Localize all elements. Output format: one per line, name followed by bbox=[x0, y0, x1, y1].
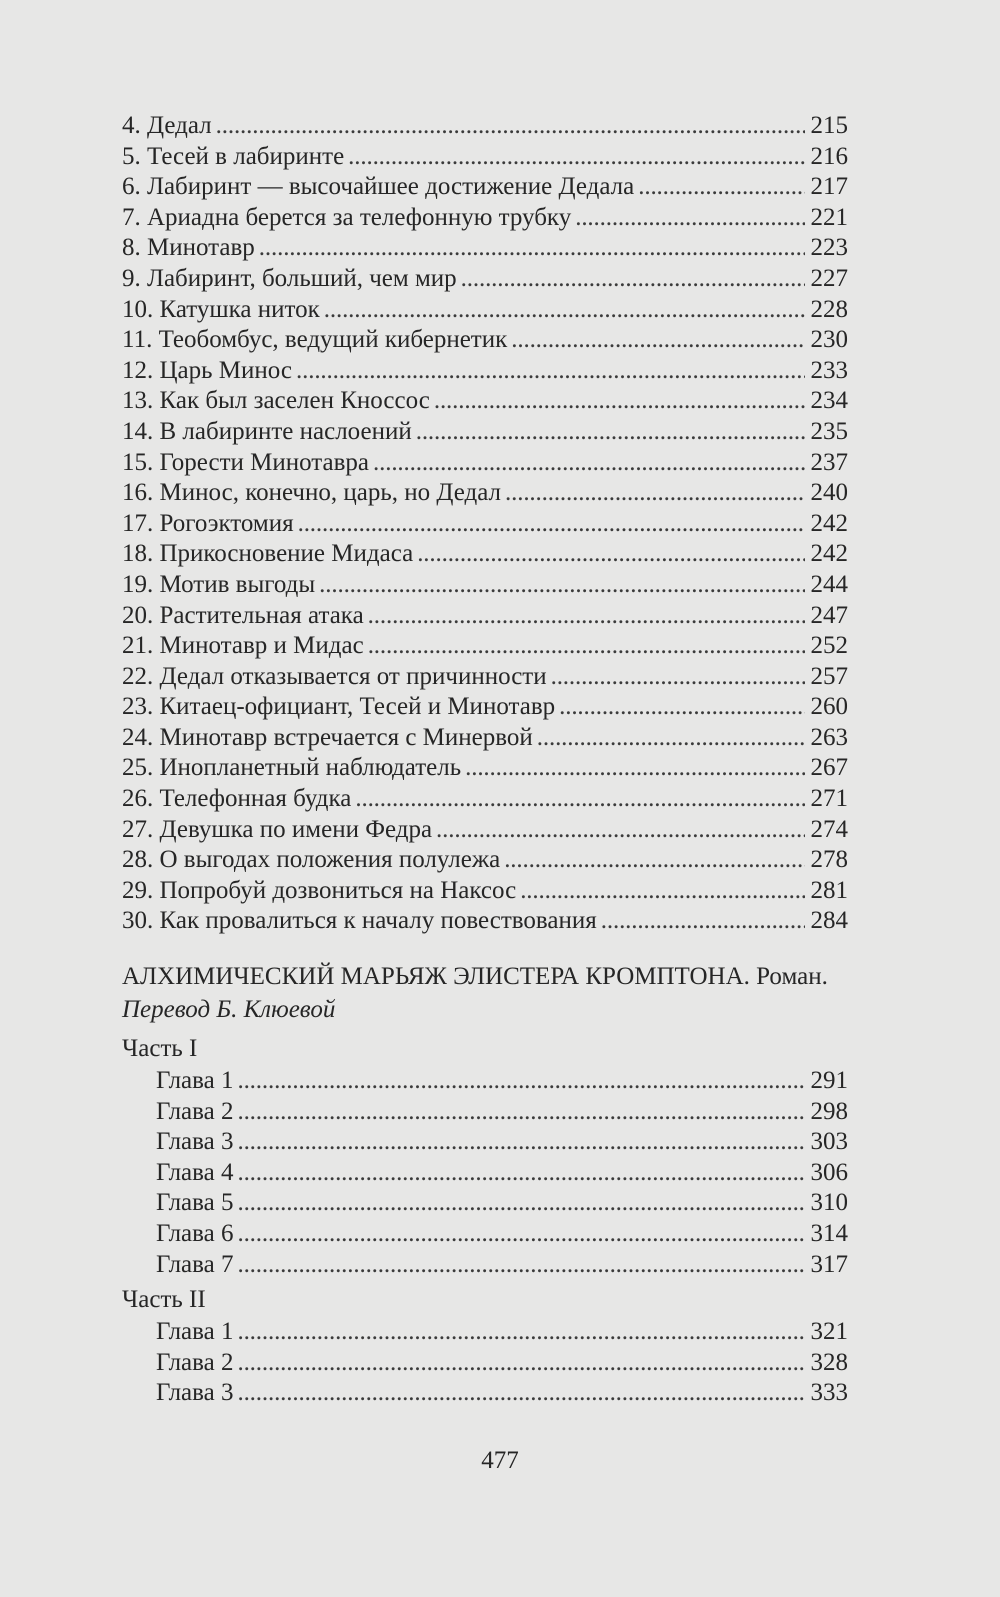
part-heading: Часть II bbox=[122, 1286, 206, 1313]
toc-entry-title: 24. Минотавр встречается с Минервой bbox=[122, 723, 533, 751]
dot-leader bbox=[416, 417, 805, 448]
dot-leader bbox=[237, 1158, 804, 1189]
toc-entry-title: Глава 7 bbox=[156, 1250, 234, 1278]
toc-entry-title: 4. Дедал bbox=[122, 112, 212, 139]
toc-entry bbox=[122, 1158, 848, 1189]
toc-entry-page: 257 bbox=[810, 662, 848, 690]
toc-entry bbox=[122, 692, 848, 723]
dot-leader bbox=[373, 448, 804, 479]
part-1-chapter-list bbox=[122, 1066, 848, 1280]
toc-entry bbox=[122, 1127, 848, 1158]
dot-leader bbox=[465, 753, 804, 784]
toc-entry-page: 271 bbox=[810, 785, 848, 813]
dot-leader bbox=[559, 692, 804, 723]
toc-entry-title: 8. Минотавр bbox=[122, 234, 255, 262]
toc-entry-title: 12. Царь Минос bbox=[122, 356, 293, 384]
toc-entry-page: 333 bbox=[810, 1379, 848, 1407]
toc-entry-title: Глава 3 bbox=[156, 1128, 234, 1156]
toc-entry-title: Глава 2 bbox=[156, 1348, 234, 1376]
dot-leader bbox=[216, 111, 805, 142]
toc-entry-page: 274 bbox=[810, 815, 848, 843]
toc-entry-title: Глава 6 bbox=[156, 1219, 234, 1247]
toc-entry-page: 235 bbox=[810, 417, 848, 445]
toc-entry-title: 23. Китаец-официант, Тесей и Минотавр bbox=[122, 693, 556, 721]
toc-entry-page: 240 bbox=[810, 479, 848, 507]
toc-entry-title: Глава 5 bbox=[156, 1189, 234, 1217]
toc-entry bbox=[122, 631, 848, 662]
dot-leader bbox=[368, 631, 805, 662]
toc-entry bbox=[122, 356, 848, 387]
toc-entry bbox=[122, 478, 848, 509]
toc-entry-page: 267 bbox=[810, 754, 848, 782]
toc-entry bbox=[122, 417, 848, 448]
toc-entry bbox=[122, 662, 848, 693]
toc-entry bbox=[122, 784, 848, 815]
toc-entry bbox=[122, 325, 848, 356]
toc-entry-page: 228 bbox=[810, 295, 848, 323]
dot-leader bbox=[551, 662, 805, 693]
dot-leader bbox=[237, 1317, 804, 1348]
toc-entry bbox=[122, 570, 848, 601]
toc-entry-page: 291 bbox=[810, 1067, 848, 1094]
toc-entry-page: 227 bbox=[810, 264, 848, 292]
toc-entry-page: 281 bbox=[810, 876, 848, 904]
toc-entry bbox=[122, 264, 848, 295]
dot-leader bbox=[324, 295, 805, 326]
toc-entry bbox=[122, 845, 848, 876]
toc-entry-title: 18. Прикосновение Мидаса bbox=[122, 540, 414, 568]
toc-entry-title: 13. Как был заселен Кноссос bbox=[122, 387, 430, 415]
toc-entry bbox=[122, 815, 848, 846]
toc-entry-page: 230 bbox=[810, 326, 848, 354]
toc-entry-title: 28. О выгодах положения полулежа bbox=[122, 846, 501, 874]
dot-leader bbox=[601, 906, 805, 937]
dot-leader bbox=[368, 601, 805, 632]
toc-entry-title: 7. Ариадна берется за телефонную трубку bbox=[122, 203, 572, 231]
dot-leader bbox=[237, 1097, 804, 1128]
toc-entry-title: 5. Тесей в лабиринте bbox=[122, 142, 345, 170]
toc-entry-page: 233 bbox=[810, 356, 848, 384]
toc-entry bbox=[122, 233, 848, 264]
toc-entry-title: 17. Рогоэктомия bbox=[122, 509, 294, 537]
toc-entry-title: Глава 4 bbox=[156, 1158, 234, 1186]
toc-entry-page: 221 bbox=[810, 203, 848, 231]
toc-entry-title: 26. Телефонная будка bbox=[122, 785, 352, 813]
toc-entry bbox=[122, 723, 848, 754]
toc-entry-page: 260 bbox=[810, 693, 848, 721]
toc-entry bbox=[122, 509, 848, 540]
toc-entry-title: 19. Мотив выгоды bbox=[122, 570, 316, 598]
toc-entry bbox=[122, 1317, 848, 1348]
dot-leader bbox=[237, 1066, 804, 1097]
dot-leader bbox=[298, 509, 805, 540]
toc-entry-page: 237 bbox=[810, 448, 848, 476]
translator-credit: Перевод Б. Клюевой bbox=[122, 996, 336, 1023]
toc-entry-page: 216 bbox=[810, 142, 848, 170]
toc-entry-page: 217 bbox=[810, 173, 848, 201]
dot-leader bbox=[434, 386, 805, 417]
toc-entry bbox=[122, 1250, 848, 1281]
toc-entry-page: 310 bbox=[810, 1189, 848, 1217]
part-1-section bbox=[122, 1034, 848, 1280]
dot-leader bbox=[259, 233, 805, 264]
toc-entry-page: 252 bbox=[810, 632, 848, 660]
toc-entry bbox=[122, 203, 848, 234]
toc-entry-page: 321 bbox=[810, 1318, 848, 1345]
toc-entry bbox=[122, 295, 848, 326]
toc-entry bbox=[122, 1378, 848, 1409]
chapter-list bbox=[122, 111, 848, 937]
toc-entry-title: Глава 3 bbox=[156, 1379, 234, 1407]
toc-entry bbox=[122, 111, 848, 142]
dot-leader bbox=[537, 723, 805, 754]
toc-entry-title: 22. Дедал отказывается от причинности bbox=[122, 662, 547, 690]
part-2-section bbox=[122, 1285, 848, 1409]
toc-entry-title: 11. Теобомбус, ведущий кибернетик bbox=[122, 326, 508, 354]
dot-leader bbox=[505, 478, 804, 509]
toc-entry-title: Глава 2 bbox=[156, 1097, 234, 1125]
toc-entry-page: 306 bbox=[810, 1158, 848, 1186]
toc-entry-title: 16. Минос, конечно, царь, но Дедал bbox=[122, 479, 502, 507]
toc-entry-page: 328 bbox=[810, 1348, 848, 1376]
toc-entry-page: 223 bbox=[810, 234, 848, 262]
toc-entry bbox=[122, 1219, 848, 1250]
toc-entry-page: 215 bbox=[810, 112, 848, 139]
toc-entry-page: 314 bbox=[810, 1219, 848, 1247]
page-number: 477 bbox=[481, 1447, 519, 1474]
toc-entry-title: 20. Растительная атака bbox=[122, 601, 364, 629]
toc-entry-title: 25. Инопланетный наблюдатель bbox=[122, 754, 462, 782]
toc-entry-title: 27. Девушка по имени Федра bbox=[122, 815, 433, 843]
part-heading: Часть I bbox=[122, 1035, 198, 1062]
toc-entry bbox=[122, 753, 848, 784]
toc-entry-page: 244 bbox=[810, 570, 848, 598]
dot-leader bbox=[348, 142, 804, 173]
toc-entry-title: 14. В лабиринте наслоений bbox=[122, 417, 412, 445]
dot-leader bbox=[504, 845, 804, 876]
dot-leader bbox=[575, 203, 804, 234]
dot-leader bbox=[417, 539, 804, 570]
part-2-chapter-list bbox=[122, 1317, 848, 1409]
dot-leader bbox=[237, 1219, 804, 1250]
toc-entry-page: 242 bbox=[810, 509, 848, 537]
dot-leader bbox=[237, 1127, 804, 1158]
toc-entry-title: 30. Как провалиться к началу повествования bbox=[122, 907, 597, 935]
toc-entry bbox=[122, 1188, 848, 1219]
toc-entry-title: Глава 1 bbox=[156, 1067, 234, 1094]
toc-entry bbox=[122, 172, 848, 203]
dot-leader bbox=[638, 172, 804, 203]
toc-entry-page: 242 bbox=[810, 540, 848, 568]
toc-entry-page: 303 bbox=[810, 1128, 848, 1156]
dot-leader bbox=[237, 1348, 804, 1379]
toc-entry bbox=[122, 906, 848, 937]
dot-leader bbox=[237, 1188, 804, 1219]
dot-leader bbox=[355, 784, 804, 815]
toc-entry-page: 278 bbox=[810, 846, 848, 874]
toc-entry bbox=[122, 1097, 848, 1128]
toc-entry-page: 263 bbox=[810, 723, 848, 751]
toc-entry bbox=[122, 386, 848, 417]
dot-leader bbox=[461, 264, 805, 295]
toc-entry-page: 234 bbox=[810, 387, 848, 415]
dot-leader bbox=[319, 570, 804, 601]
toc-entry-page: 317 bbox=[810, 1250, 848, 1278]
dot-leader bbox=[237, 1378, 804, 1409]
toc-entry-page: 298 bbox=[810, 1097, 848, 1125]
toc-entry-title: Глава 1 bbox=[156, 1318, 234, 1345]
toc-entry-title: 10. Катушка ниток bbox=[122, 295, 320, 323]
toc-entry-title: 15. Горести Минотавра bbox=[122, 448, 370, 476]
toc-entry-page: 247 bbox=[810, 601, 848, 629]
toc-entry bbox=[122, 1348, 848, 1379]
novel-title: АЛХИМИЧЕСКИЙ МАРЬЯЖ ЭЛИСТЕРА КРОМПТОНА. Роман. bbox=[122, 963, 828, 990]
dot-leader bbox=[511, 325, 804, 356]
toc-entry bbox=[122, 142, 848, 173]
toc-entry bbox=[122, 601, 848, 632]
dot-leader bbox=[436, 815, 804, 846]
toc-entry bbox=[122, 448, 848, 479]
toc-entry bbox=[122, 539, 848, 570]
toc-entry-title: 6. Лабиринт — высочайшее достижение Дедала bbox=[122, 173, 635, 201]
toc-entry-title: 21. Минотавр и Мидас bbox=[122, 632, 364, 660]
toc-entry-title: 29. Попробуй дозвониться на Наксос bbox=[122, 876, 517, 904]
toc-entry-title: 9. Лабиринт, больший, чем мир bbox=[122, 264, 457, 292]
toc-entry bbox=[122, 1066, 848, 1097]
toc-entry bbox=[122, 876, 848, 907]
toc-entry-page: 284 bbox=[810, 907, 848, 935]
dot-leader bbox=[296, 356, 804, 387]
dot-leader bbox=[520, 876, 804, 907]
dot-leader bbox=[237, 1250, 804, 1281]
